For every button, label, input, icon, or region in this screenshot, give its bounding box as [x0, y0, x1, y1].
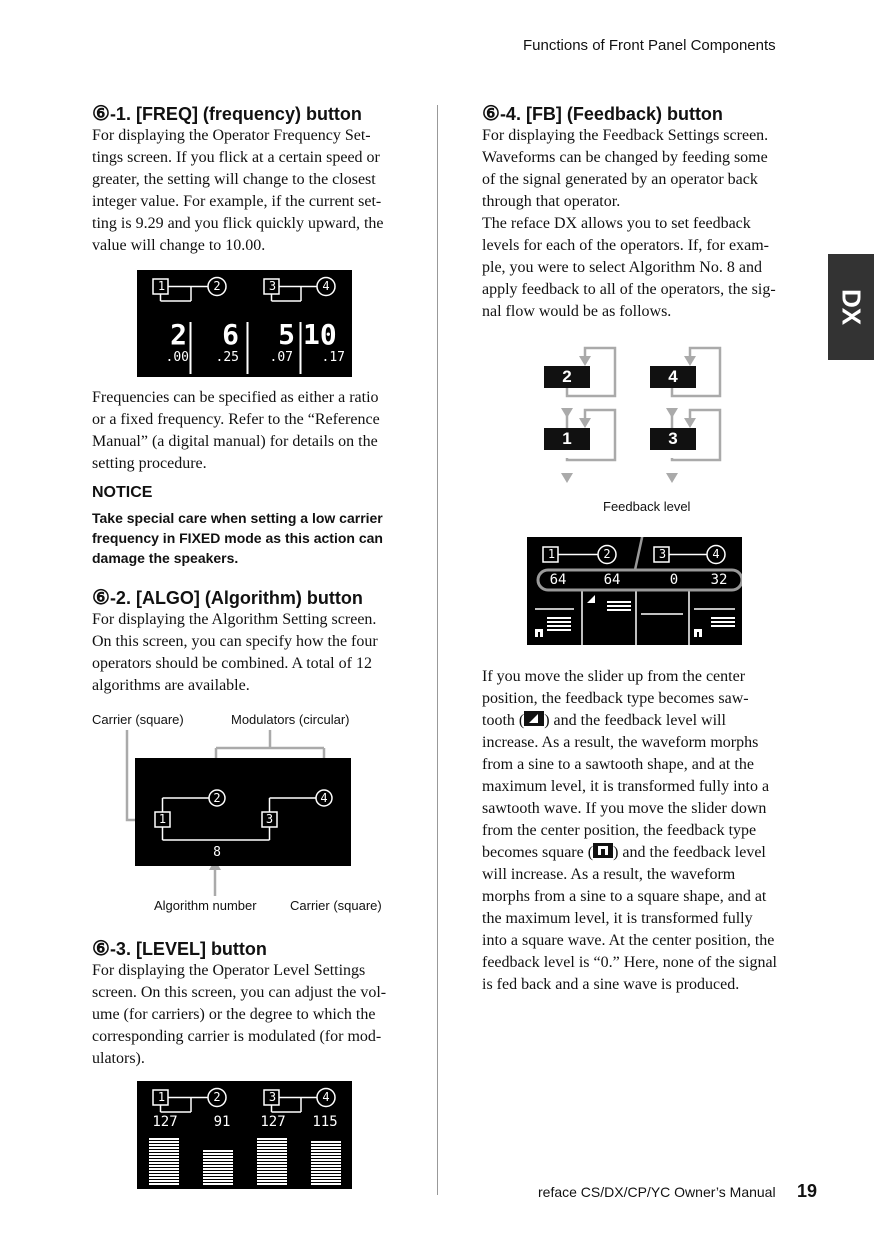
text-line: damage the speakers. [92, 550, 239, 566]
text-line: corresponding carrier is modulated (for mod- [92, 1028, 382, 1045]
text-line: apply feedback to all of the operators, the sig- [482, 281, 776, 298]
heading-number: ⑥ [92, 103, 110, 125]
label-modulators: Modulators (circular) [231, 712, 350, 727]
text-line: of the signal generated by an operator back [482, 171, 758, 188]
text-fragment: becomes square ( [482, 844, 594, 861]
label-algorithm-number: Algorithm number [154, 898, 257, 913]
section-tab-label: DX [836, 288, 867, 326]
text-line: position, the feedback type becomes saw- [482, 690, 749, 707]
text-line: On this screen, you can specify how the four [92, 633, 378, 650]
text-line: nal flow would be as follows. [482, 303, 672, 320]
text-line [482, 710, 812, 732]
text-line: Take special care when setting a low carrier [92, 510, 383, 526]
column-divider [437, 105, 438, 1195]
operator-label: 3 [268, 279, 277, 293]
freq-integer-value: 5 [278, 318, 295, 351]
text-line: the maximum level, it is transformed fully [482, 910, 753, 927]
operator-label: 1 [158, 812, 167, 826]
heading-text: -1. [FREQ] (frequency) button [109, 104, 362, 124]
freq-integer-value: 10 [303, 318, 337, 351]
text-line: For displaying the Operator Level Settings [92, 962, 366, 979]
flow-operator-box [650, 428, 696, 450]
text-line: frequency in FIXED mode as this action can [92, 530, 383, 546]
feedback-value: 32 [710, 572, 728, 588]
level-value: 115 [312, 1114, 338, 1130]
level-description [92, 960, 432, 1070]
text-line: increase. As a result, the waveform morphs [482, 734, 759, 751]
text-line: from a sine to a sawtooth shape, and at the [482, 756, 754, 773]
algo-lcd-screen [135, 758, 351, 866]
operator-label: 4 [322, 279, 330, 293]
algo-heading [92, 585, 363, 610]
operator-label: 2 [213, 279, 221, 293]
text-line: through that operator. [482, 193, 621, 210]
algorithm-number-value: 8 [213, 845, 221, 860]
text-line: The reface DX allows you to set feedback [482, 215, 751, 232]
text-line: Manual” (a digital manual) for details on the [92, 433, 378, 450]
fb-explanation [482, 666, 812, 996]
operator-label: 4 [322, 1090, 330, 1104]
text-line: For displaying the Algorithm Setting screen. [92, 611, 377, 628]
operator-label: 2 [603, 547, 611, 561]
flow-operator-label: 4 [668, 367, 678, 386]
operator-label: 4 [320, 791, 328, 805]
fb-heading [482, 101, 723, 126]
text-line: will increase. As a result, the waveform [482, 866, 736, 883]
text-line: is fed back and a sine wave is produced. [482, 976, 740, 993]
label-carrier-top: Carrier (square) [92, 712, 184, 727]
label-carrier-bottom: Carrier (square) [290, 898, 382, 913]
text-fragment: ) and the feedback level [613, 844, 766, 861]
text-line: ulators). [92, 1050, 145, 1067]
feedback-flow-diagram [540, 340, 740, 490]
text-line: morphs from a sine to a square shape, and at [482, 888, 767, 905]
level-value: 91 [213, 1114, 231, 1130]
freq-after-text [92, 387, 432, 475]
text-line: sawtooth wave. If you move the slider down [482, 800, 767, 817]
text-line: into a square wave. At the center position, the [482, 932, 775, 949]
flow-operator-label: 2 [562, 367, 572, 386]
text-line: setting procedure. [92, 455, 207, 472]
heading-number: ⑥ [92, 938, 110, 960]
flow-operator-label: 3 [668, 429, 678, 448]
text-line: If you move the slider up from the center [482, 668, 746, 685]
freq-fraction-value: .25 [215, 350, 239, 365]
operator-label: 1 [157, 279, 166, 293]
text-line: from the center position, the feedback type [482, 822, 757, 839]
text-line: integer value. For example, if the current set- [92, 193, 382, 210]
text-line: ple, you were to select Algorithm No. 8 and [482, 259, 762, 276]
flow-operator-label: 1 [562, 429, 572, 448]
flow-operator-box [544, 428, 590, 450]
text-line: screen. On this screen, you can adjust the vol- [92, 984, 387, 1001]
heading-text: -4. [FB] (Feedback) button [499, 104, 723, 124]
algo-description [92, 609, 432, 697]
text-line [482, 842, 812, 864]
level-bar [311, 1141, 341, 1185]
freq-lcd-screen [137, 270, 352, 377]
freq-integer-value: 6 [222, 318, 239, 351]
text-line: tings screen. If you flick at a certain speed or [92, 149, 380, 166]
text-line: value will change to 10.00. [92, 237, 266, 254]
text-fragment: tooth ( [482, 712, 525, 729]
section-tab[interactable] [828, 254, 874, 360]
text-line: algorithms are available. [92, 677, 250, 694]
page-number: 19 [797, 1181, 818, 1201]
text-line: or a fixed frequency. Refer to the “Reference [92, 411, 380, 428]
feedback-value: 64 [549, 572, 567, 588]
text-line: For displaying the Operator Frequency Set- [92, 127, 371, 144]
text-line: Frequencies can be specified as either a ratio [92, 389, 379, 406]
footer-manual-title: reface CS/DX/CP/YC Owner’s Manual [538, 1184, 776, 1200]
operator-label: 2 [213, 791, 221, 805]
sawtooth-icon [524, 711, 544, 726]
level-lcd-screen [137, 1081, 352, 1189]
heading-number: ⑥ [92, 587, 110, 609]
freq-integer-value: 2 [170, 318, 187, 351]
level-bar [257, 1138, 287, 1185]
operator-label: 1 [157, 1090, 166, 1104]
notice-text [92, 508, 432, 568]
feedback-value: 0 [669, 572, 679, 588]
fb-lcd-screen [527, 537, 742, 645]
text-line: ting is 9.29 and you flick quickly upward, the [92, 215, 384, 232]
level-value: 127 [260, 1114, 286, 1130]
running-header: Functions of Front Panel Components [523, 37, 776, 54]
square-wave-icon [593, 843, 613, 858]
freq-fraction-value: .07 [269, 350, 293, 365]
freq-heading [92, 101, 362, 126]
freq-description [92, 125, 432, 257]
freq-fraction-value: .17 [321, 350, 345, 365]
level-bar [203, 1150, 233, 1185]
operator-label: 3 [268, 1090, 277, 1104]
text-line: operators should be combined. A total of 12 [92, 655, 372, 672]
text-fragment: ) and the feedback level will [544, 712, 726, 729]
operator-label: 3 [658, 547, 667, 561]
level-value: 127 [152, 1114, 178, 1130]
text-line: For displaying the Feedback Settings screen. [482, 127, 769, 144]
level-bar [149, 1138, 179, 1185]
text-line: levels for each of the operators. If, for exam- [482, 237, 769, 254]
heading-text: -3. [LEVEL] button [109, 939, 267, 959]
label-feedback-level: Feedback level [603, 499, 691, 514]
level-heading [92, 936, 267, 961]
notice-title: NOTICE [92, 484, 153, 501]
heading-number: ⑥ [482, 103, 500, 125]
feedback-value: 64 [603, 572, 621, 588]
operator-label: 4 [712, 547, 720, 561]
heading-text: -2. [ALGO] (Algorithm) button [109, 588, 363, 608]
text-line: greater, the setting will change to the closest [92, 171, 376, 188]
text-line: ume (for carriers) or the degree to which the [92, 1006, 376, 1023]
flow-operator-box [650, 366, 696, 388]
flow-operator-box [544, 366, 590, 388]
operator-label: 1 [547, 547, 556, 561]
text-line: maximum level, it is transformed fully into a [482, 778, 770, 795]
text-line: Waveforms can be changed by feeding some [482, 149, 768, 166]
operator-label: 3 [265, 812, 274, 826]
operator-label: 2 [213, 1090, 221, 1104]
fb-description [482, 125, 812, 323]
text-line: feedback level is “0.” Here, none of the signal [482, 954, 777, 971]
freq-fraction-value: .00 [165, 350, 189, 365]
